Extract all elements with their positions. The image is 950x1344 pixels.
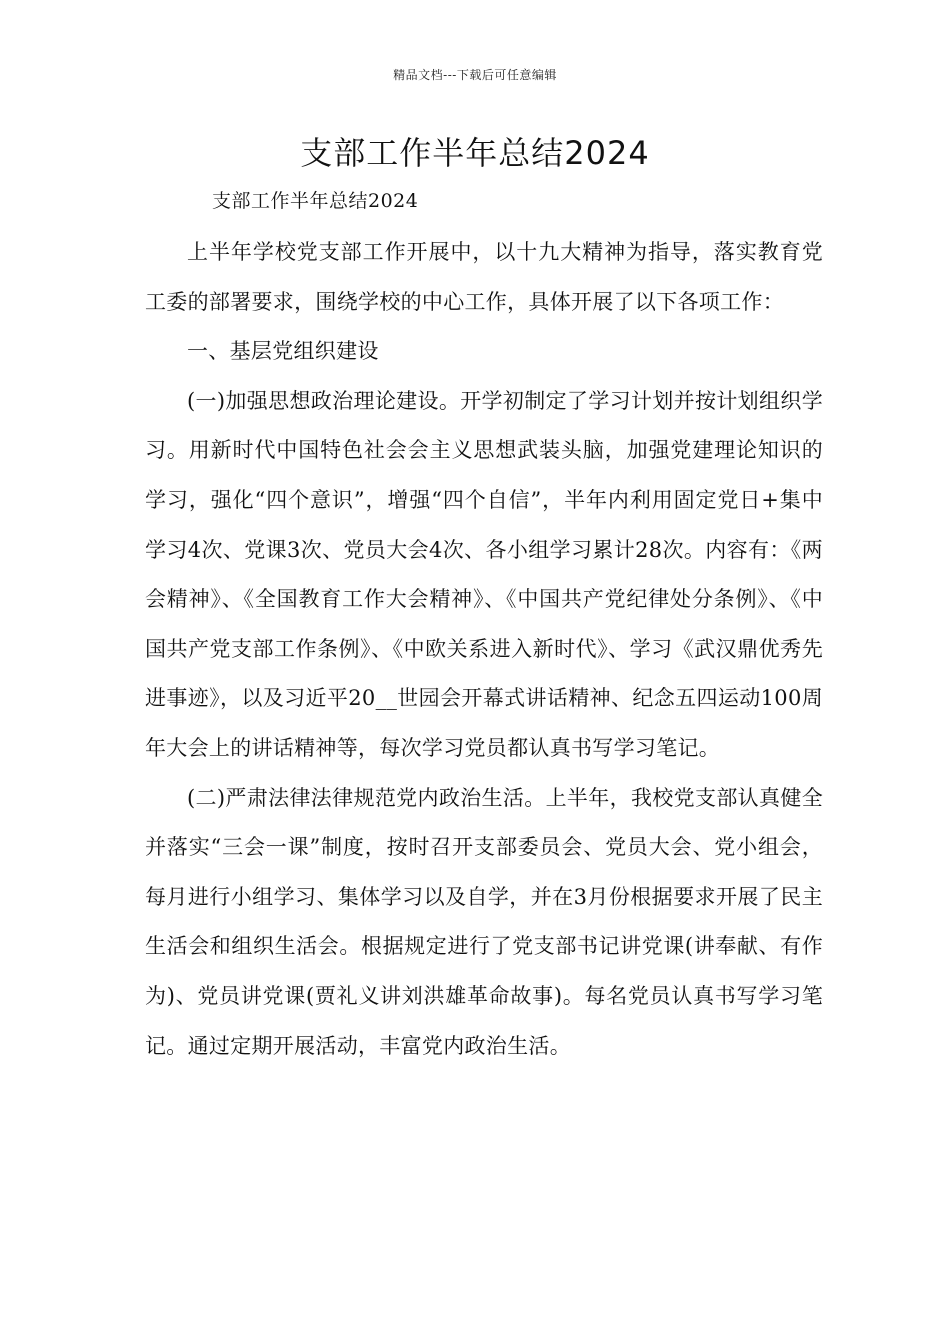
paragraph-party-life: (二)严肃法律法律规范党内政治生活。上半年，我校党支部认真健全并落实“三会一课”制度，按时召开支部委员会、党员大会、党小组会，每月进行小组学习、集体学习以及自学，并在3月份根据要求开展了民主生活会和组织生活会。根据规定进行了党支部书记讲党课(讲奉献、有作为)、党员讲党课(贾礼义讲刘洪雄革命故事)。每名党员认真书写学习笔记。通过定期开展活动，丰富党内政治生活。 xyxy=(145,785,823,1058)
section-heading: 一、基层党组织建设 xyxy=(187,339,379,364)
document-subtitle: 支部工作半年总结2024 xyxy=(212,190,419,212)
paragraph-theory-study: (一)加强思想政治理论建设。开学初制定了学习计划并按计划组织学习。用新时代中国特色社会会主义思想武装头脑，加强党建理论知识的学习，强化“四个意识”，增强“四个自信”，半年内利用固定党日+集中学习4次、党课3次、党员大会4次、各小组学习累计28次。内容有：《两会精神》、《全国教育工作大会精神》、《中国共产党纪律处分条例》、《中国共产党支部工作条例》、《中欧关系进入新时代》、学习《武汉鼎优秀先进事迹》，以及习近平20__世园会开幕式讲话精神、纪念五四运动100周年大会上的讲话精神等，每次学习党员都认真书写学习笔记。 xyxy=(145,388,823,760)
paragraph-intro: 上半年学校党支部工作开展中，以十九大精神为指导，落实教育党工委的部署要求，围绕学校的中心工作，具体开展了以下各项工作： xyxy=(145,240,823,314)
header-note: 精品文档---下载后可任意编辑 xyxy=(393,68,557,82)
document-body xyxy=(145,228,823,1071)
document-title: 支部工作半年总结2024 xyxy=(300,134,650,172)
